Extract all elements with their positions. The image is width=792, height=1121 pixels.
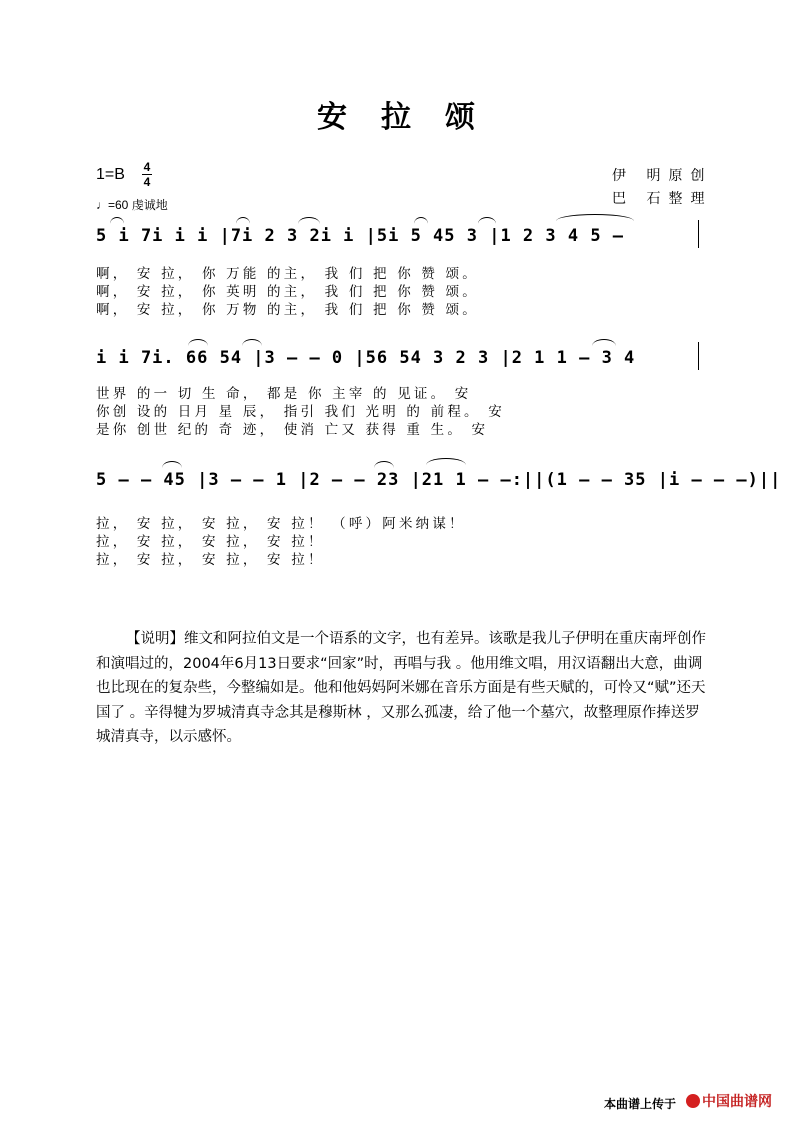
lyric-verse-1: 世界 的一 切 生 命， 都是 你 主宰 的 见证。 安 bbox=[96, 386, 472, 402]
credits bbox=[612, 165, 712, 211]
lyric-verse-1: 啊， 安 拉， 你 万能 的主， 我 们 把 你 赞 颂。 bbox=[96, 266, 480, 282]
credit-composer: 伊 明原创 bbox=[612, 168, 713, 184]
credit-arranger: 巴 石整理 bbox=[612, 191, 713, 207]
slur-mark bbox=[188, 339, 208, 346]
slur-mark bbox=[478, 217, 496, 224]
time-signature bbox=[142, 161, 152, 188]
lyric-verse-3: 啊， 安 拉， 你 万物 的主， 我 们 把 你 赞 颂。 bbox=[96, 302, 480, 318]
slur-mark bbox=[374, 461, 394, 468]
key-signature: 1=B bbox=[96, 166, 125, 183]
site-name: 中国曲谱网 bbox=[702, 1093, 772, 1109]
lyrics-line-2 bbox=[96, 382, 505, 436]
slur-mark bbox=[426, 458, 466, 465]
slur-mark bbox=[414, 217, 428, 224]
slur-mark bbox=[110, 217, 124, 224]
lyric-verse-1: 拉， 安 拉， 安 拉， 安 拉！ （呼）阿米纳谋！ bbox=[96, 516, 466, 532]
lyric-verse-3: 拉， 安 拉， 安 拉， 安 拉！ bbox=[96, 552, 325, 568]
notation-line-2: i i 7i. 66 54 |3 – – 0 |56 54 3 2 3 |2 1 1 – 3 4 bbox=[96, 348, 636, 368]
barline bbox=[698, 220, 699, 248]
slur-mark bbox=[556, 214, 634, 221]
meter-top: 4 bbox=[143, 160, 151, 174]
notation-line-1: 5 i 7i i i |7i 2 3 2i i |5i 5 45 3 |1 2 3 4 5 – bbox=[96, 226, 625, 246]
lyric-verse-2: 啊， 安 拉， 你 英明 的主， 我 们 把 你 赞 颂。 bbox=[96, 284, 480, 300]
lyrics-line-1 bbox=[96, 262, 479, 316]
lyrics-line-3 bbox=[96, 512, 466, 566]
meter-bottom: 4 bbox=[143, 175, 151, 189]
lyric-verse-2: 拉， 安 拉， 安 拉， 安 拉！ bbox=[96, 534, 325, 550]
tempo-marking: ♩=60 虔诚地 bbox=[96, 198, 168, 212]
slur-mark bbox=[162, 461, 182, 468]
explanation-text: 【说明】维文和阿拉伯文是一个语系的文字，也有差异。该歌是我儿子伊明在重庆南坪创作和演唱过的，2004年6月13日要求“回家”时，再唱与我 。他用维文唱，用汉语翻出大意，曲调也比现在的复杂些，今整编如是。他和他妈妈阿米娜在音乐方面是有些天赋的，可怜又“赋”还天国了 。辛得犍为罗城清真寺念其是穆斯林 ，又那么孤凄，给了他一个墓穴，故整理原作捧送罗城清真寺，以示感怀。 bbox=[96, 631, 706, 745]
notation-line-3: 5 – – 45 |3 – – 1 |2 – – 23 |21 1 – –:||(1 – – 35 |i – – –)|| bbox=[96, 470, 782, 490]
slur-mark bbox=[298, 217, 320, 224]
logo-icon bbox=[686, 1094, 700, 1108]
song-title: 安拉颂 bbox=[317, 100, 509, 135]
barline bbox=[698, 342, 699, 370]
slur-mark bbox=[592, 339, 616, 346]
site-logo bbox=[686, 1091, 772, 1111]
lyric-verse-2: 你创 设的 日月 星 辰， 指引 我们 光明 的 前程。 安 bbox=[96, 404, 505, 420]
slur-mark bbox=[236, 217, 250, 224]
lyric-verse-3: 是你 创世 纪的 奇 迹， 使消 亡又 获得 重 生。 安 bbox=[96, 422, 489, 438]
slur-mark bbox=[242, 339, 262, 346]
upload-label: 本曲谱上传于 bbox=[604, 1097, 677, 1111]
